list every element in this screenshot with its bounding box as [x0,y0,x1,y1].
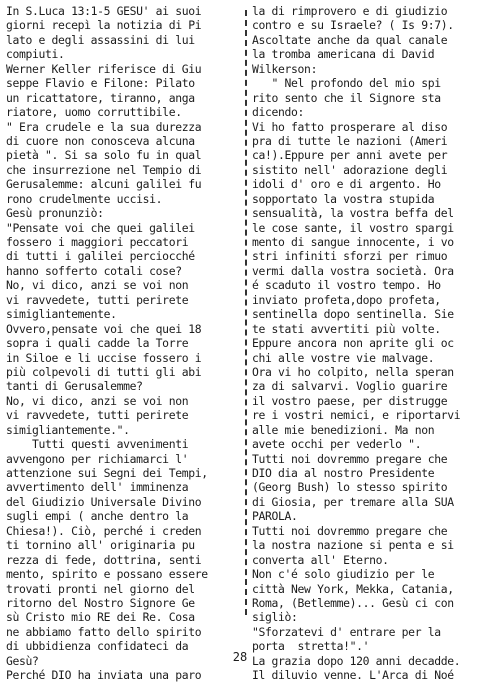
text-line: del Giudizio Universale Divino [6,494,202,509]
text-line: in Siloe e li uccise fossero i [6,350,202,365]
text-line: avvertimento dell' imminenza [6,480,189,495]
text-line: Ovvero,pensate voi che quei 18 [6,321,202,336]
left-column [6,4,244,683]
text-line: di Giosia, per tremare alla SUA [252,494,454,509]
text-line: sù Cristo mio RE dei Re. Cosa [6,610,195,625]
text-line: In S.Luca 13:1-5 GESU' ai suoi [6,4,202,18]
text-line: ti tornino all' originaria pu [6,538,195,553]
text-line: PAROLA. [252,509,298,524]
text-line: pra di tutte le nazioni (Ameri [252,133,448,148]
text-line: giorni recepì la notizia di Pi [6,18,202,33]
text-line: (Georg Bush) lo stesso spirito [252,480,448,495]
text-line: seppe Flavio e Filone: Pilato [6,76,195,91]
text-line: sugli empi ( anche dentro la [6,509,189,524]
text-line: ritorno del Nostro Signore Ge [6,595,195,610]
text-line: alle mie benedizioni. Ma non [252,422,435,437]
text-line: " Nel profondo del mio spi [252,76,441,91]
text-line: che insurrezione nel Tempio di [6,162,202,177]
text-line: stri infiniti sforzi per rimuo [252,249,448,264]
text-line: hanno sofferto cotali cose? [6,263,182,278]
text-line: sistito nell' adorazione degli [252,162,448,177]
text-line: rono crudelmente uccisi. [6,191,163,206]
text-line: attenzione sui Segni dei Tempi, [6,466,208,480]
text-line: idoli d' oro e di argento. Ho [252,177,441,192]
text-line: re i vostri nemici, e riportarvi [252,408,461,423]
text-line: un ricattatore, tiranno, anga [6,90,195,105]
text-line: vermi dalla vostra società. Ora [252,263,454,278]
text-line: la di rimprovero e di giudizio [252,4,448,18]
text-line: Vi ho fatto prosperare al diso [252,119,448,134]
text-line: sopra i quali cadde la Torre [6,336,189,351]
text-line: Gesù pronunziò: [6,206,104,221]
text-line: compiuti. [6,47,65,62]
text-line: chi alle vostre vie malvage. [252,350,435,365]
text-line: lato e degli assassini di lui [6,32,195,47]
text-line: te stati avvertiti più volte. [252,321,441,336]
text-line: di cuore non conosceva alcuna [6,133,195,148]
text-line: Non c'é solo giudizio per le [252,567,435,582]
text-line: dicendo: [252,105,305,120]
text-line: Eppure ancora non aprite gli oc [252,336,454,351]
text-line: fossero i maggiori peccatori [6,235,189,249]
text-line: avete occhi per vederlo ". [252,437,422,452]
text-line: di tutti i galilei perciocché [6,249,195,264]
text-line: città New York, Mekka, Catania, [252,581,454,596]
text-line: vi ravvedete, tutti perirete [6,292,189,307]
text-line: contro e su Israele? ( Is 9:7). [252,18,454,33]
text-line: più colpevoli di tutti gli abi [6,364,202,379]
text-line: Perché DIO ha inviata una paro [6,668,202,683]
text-line: inviato profeta,dopo profeta, [252,292,441,307]
text-line: Ascoltate anche da qual canale [252,32,448,47]
text-line: Gesù? [6,653,39,668]
text-line: Wilkerson: [252,61,318,76]
right-column [252,4,478,683]
text-line: sensualità, la vostra beffa del [252,206,454,221]
text-line: tanti di Gerusalemme? [6,379,143,394]
text-line: Tutti noi dovremmo pregare che [252,451,448,466]
text-line: Werner Keller riferisce di Giu [6,61,202,76]
text-line: La grazia dopo 120 anni decadde. [252,653,461,668]
text-line: riatore, uomo corruttibile. [6,105,182,120]
text-line: pietà ". Si sa solo fu in qual [6,148,202,163]
text-line: mento di sangue innocente, i vo [252,235,454,249]
text-line: mento, spirito e possano essere [6,567,208,582]
text-line: simigliantemente.". [6,422,130,437]
text-line: "Sforzatevi d' entrare per la [252,624,441,639]
text-line: No, vi dico, anzi se voi non [6,278,189,293]
text-line: é scaduto il vostro tempo. Ho [252,278,441,293]
text-line: Chiesa!). Ciò, perché i creden [6,523,202,538]
text-line: ne abbiamo fatto dello spirito [6,624,202,639]
text-line: DIO dia al nostro Presidente [252,466,435,480]
text-line: za di salvarvi. Voglio guarire [252,379,448,394]
text-line: sigliò: [252,610,298,625]
text-line: il vostro paese, per distrugge [252,393,448,408]
text-line: "Pensate voi che quei galilei [6,220,195,235]
text-line: vi ravvedete, tutti perirete [6,408,189,423]
text-line: Roma, (Betlemme)... Gesù ci con [252,595,454,610]
column-divider [245,10,247,615]
text-line: Tutti noi dovremmo pregare che [252,523,448,538]
text-line: Tutti questi avvenimenti [6,437,189,452]
text-line: Il diluvio venne. L'Arca di Noé [252,668,454,683]
text-line: la tromba americana di David [252,47,435,62]
text-line: sopportato la vostra stupida [252,191,435,206]
page-number: 28 [232,650,248,664]
text-line: simigliantemente. [6,307,117,322]
text-line: avvengono per richiamarci l' [6,451,189,466]
text-line: No, vi dico, anzi se voi non [6,393,189,408]
text-line: " Era crudele e la sua durezza [6,119,202,134]
text-line: converta all' Eterno. [252,552,389,567]
text-line: ca!).Eppure per anni avete per [252,148,448,163]
text-line: le cose sante, il vostro spargi [252,220,454,235]
text-line: porta stretta!".' [252,639,370,654]
text-line: rito sento che il Signore sta [252,90,441,105]
text-line: Ora vi ho colpito, nella speran [252,364,454,379]
text-line: sentinella dopo sentinella. Sie [252,307,454,322]
text-line: di ubbidienza confidateci da [6,639,189,654]
text-line: la nostra nazione si penta e si [252,538,454,553]
text-line: Gerusalemme: alcuni galilei fu [6,177,202,192]
text-line: rezza di fede, dottrina, senti [6,552,202,567]
text-line: trovati pronti nel giorno del [6,581,195,596]
